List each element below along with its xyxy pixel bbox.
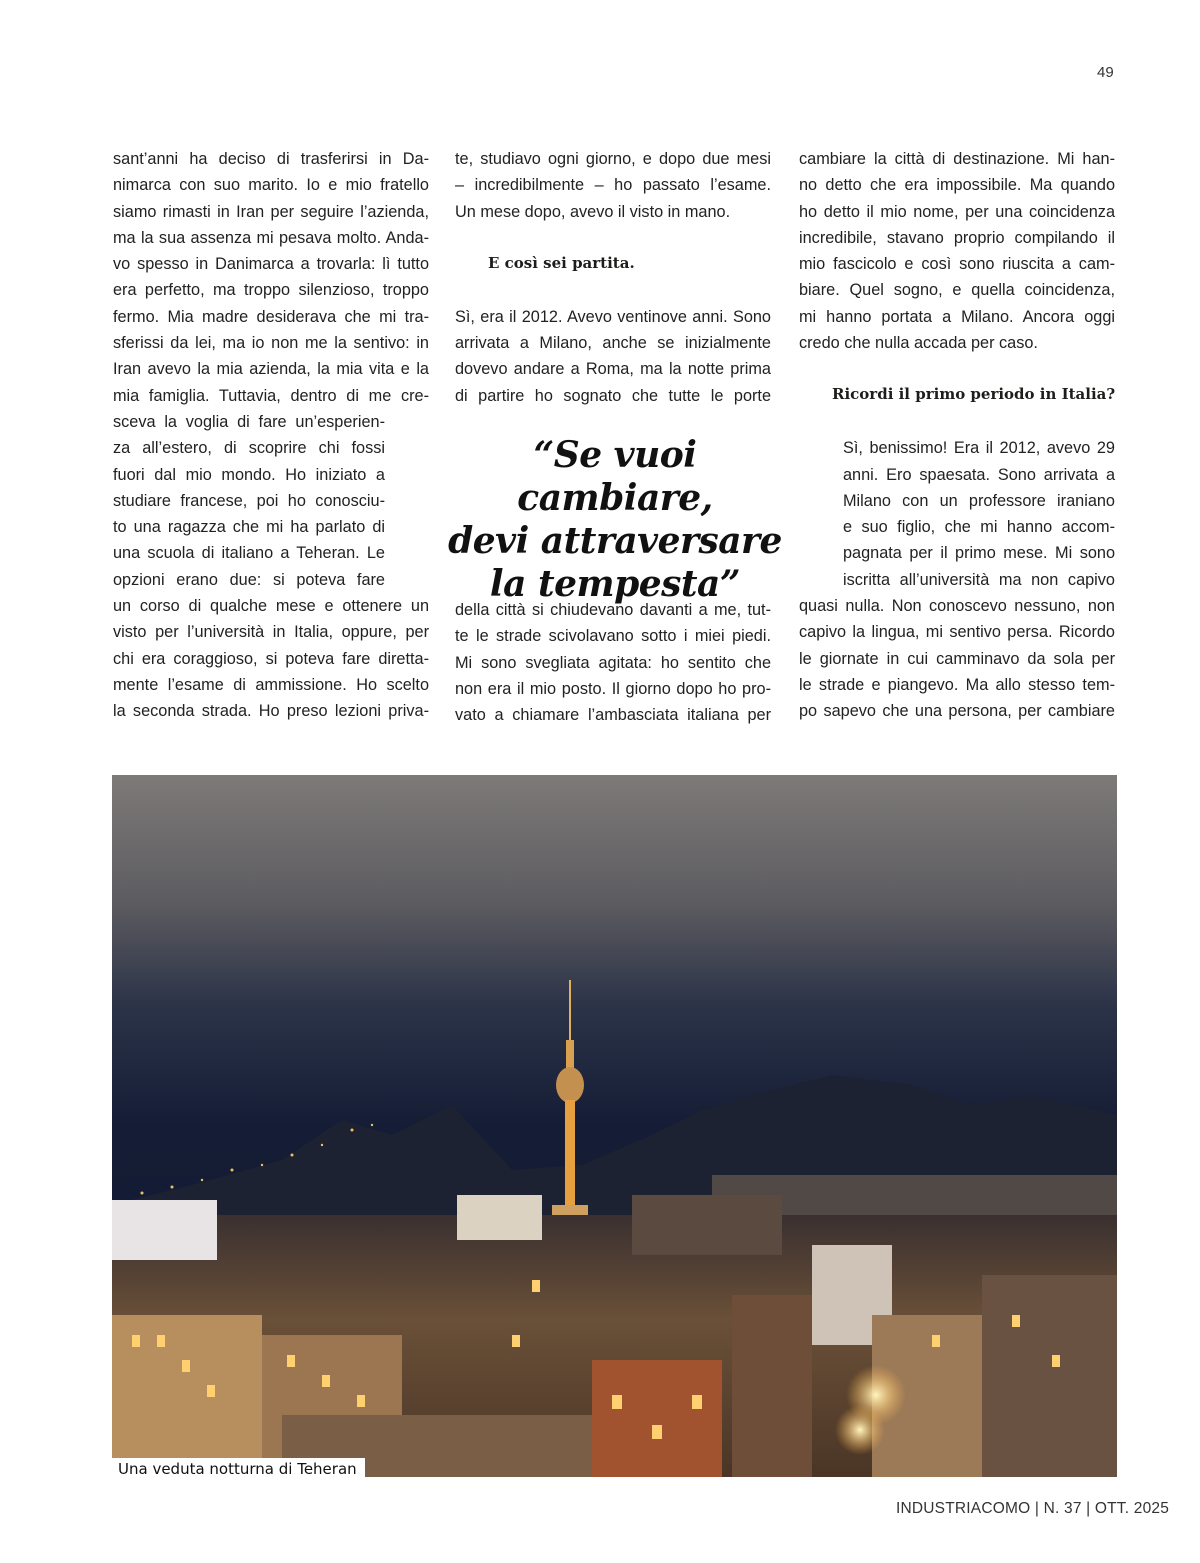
text-line: vo spesso in Danimarca a trovarla: lì tutto	[113, 255, 429, 274]
text-line: fermo. Mia madre desiderava che mi tra-	[113, 307, 429, 326]
text-line: sceva la voglia di fare un’esperien-	[113, 412, 385, 431]
text-line: una scuola di italiano a Teheran. Le	[113, 544, 385, 563]
text-line: Milano con un professore iraniano	[843, 491, 1115, 510]
text-line: ho detto il mio nome, per una coincidenza	[799, 202, 1115, 221]
interview-question-2: Ricordi il primo periodo in Italia?	[832, 385, 1116, 403]
text-line: era perfetto, ma troppo silenzioso, troppo	[113, 281, 429, 300]
text-line: visto per l’università in Italia, oppure, per	[113, 623, 429, 642]
text-line: arrivata a Milano, anche se inizialmente	[455, 334, 771, 353]
text-line: e suo figlio, che mi hanno accom-	[843, 518, 1115, 537]
text-line: mente l’esame di ammissione. Ho scelto	[113, 675, 429, 694]
page-number: 49	[1097, 64, 1114, 81]
text-line: un corso di qualche mese e ottenere un	[113, 597, 429, 616]
text-line: Sì, benissimo! Era il 2012, avevo 29	[843, 439, 1115, 458]
text-line: anni. Ero spaesata. Sono arrivata a	[843, 465, 1115, 484]
text-line: incredibile, stavano proprio compilando il	[799, 228, 1115, 247]
article-column-1	[113, 146, 429, 725]
text-line: Mi sono svegliata agitata: ho sentito che	[455, 653, 771, 672]
text-line: za all’estero, di scoprire chi fossi	[113, 439, 385, 458]
text-line: capivo la lingua, mi sentivo persa. Ricordo	[799, 623, 1115, 642]
text-line: te, studiavo ogni giorno, e dopo due mesi	[455, 150, 771, 168]
text-line: mia famiglia. Tuttavia, dentro di me cre-	[113, 386, 429, 405]
text-line: te le strade scivolavano sotto i miei piedi.	[455, 627, 771, 646]
text-line: dovevo andare a Roma, ma la notte prima	[455, 360, 771, 379]
text-line: mi hanno portata a Milano. Ancora oggi	[799, 307, 1115, 326]
text-line: sferissi da lei, ma io non me la sentivo: in	[113, 334, 429, 353]
pull-quote-line: la tempesta”	[489, 563, 741, 605]
text-line: Sì, era il 2012. Avevo ventinove anni. Sono	[455, 307, 771, 326]
text-line: Un mese dopo, avevo il visto in mano.	[455, 202, 731, 221]
pull-quote	[440, 434, 790, 606]
text-line: credo che nulla accada per caso.	[799, 334, 1038, 353]
interview-question-1: E così sei partita.	[488, 254, 635, 272]
text-line: mio fascicolo e così sono riuscita a cam-	[799, 255, 1115, 274]
text-line: vato a chiamare l’ambasciata italiana per	[455, 706, 771, 725]
text-line: po sapevo che una persona, per cambiare	[799, 702, 1115, 721]
text-line: biare. Quel sogno, e quella coincidenza,	[799, 281, 1115, 300]
article-column-2	[455, 146, 771, 409]
text-line: sant’anni ha deciso di trasferirsi in Da-	[113, 150, 429, 168]
text-line: le strade e piangevo. Ma allo stesso tem-	[799, 675, 1115, 694]
photo-caption: Una veduta notturna di Teheran	[112, 1458, 365, 1480]
pull-quote-line: “Se vuoi cambiare,	[517, 434, 713, 519]
text-line: la seconda strada. Ho preso lezioni priva-	[113, 702, 429, 721]
text-line: le giornate in cui camminavo da sola per	[799, 649, 1115, 668]
night-city-photo-icon	[112, 775, 1117, 1477]
text-line: no detto che era impossibile. Ma quando	[799, 176, 1115, 195]
text-line: di partire ho sognato che tutte le porte	[455, 386, 771, 405]
text-line: quasi nulla. Non conoscevo nessuno, non	[799, 597, 1115, 616]
article-column-2-continued	[455, 597, 771, 728]
text-line: Iran avevo la mia azienda, la mia vita e la	[113, 360, 429, 379]
text-line: chi era coraggioso, si poteva fare diretta-	[113, 649, 429, 668]
text-line: cambiare la città di destinazione. Mi han-	[799, 150, 1115, 168]
text-line: della città si chiudevano davanti a me, tut-	[455, 601, 771, 619]
text-line: studiare francese, poi ho conosciu-	[113, 491, 385, 510]
text-line: – incredibilmente – ho passato l’esame.	[455, 176, 771, 195]
text-line: pagnata per il primo mese. Mi sono	[843, 544, 1115, 563]
magazine-footer: INDUSTRIACOMO | N. 37 | OTT. 2025	[896, 1500, 1170, 1517]
tehran-night-photo	[112, 775, 1117, 1477]
text-line: siamo rimasti in Iran per seguire l’azienda,	[113, 202, 429, 221]
text-line: ma la sua assenza mi pesava molto. Anda-	[113, 228, 429, 247]
article-column-3	[799, 146, 1115, 725]
text-line: opzioni erano due: si poteva fare	[113, 570, 385, 589]
text-line: nimarca con suo marito. Io e mio fratello	[113, 176, 429, 195]
text-line: to una ragazza che mi ha parlato di	[113, 518, 385, 537]
pull-quote-line: devi attraversare	[448, 520, 782, 562]
text-line: iscritta all’università ma non capivo	[843, 570, 1115, 589]
text-line: fuori dal mio mondo. Ho iniziato a	[113, 465, 385, 484]
text-line: non era il mio posto. Il giorno dopo ho pro-	[455, 679, 771, 698]
